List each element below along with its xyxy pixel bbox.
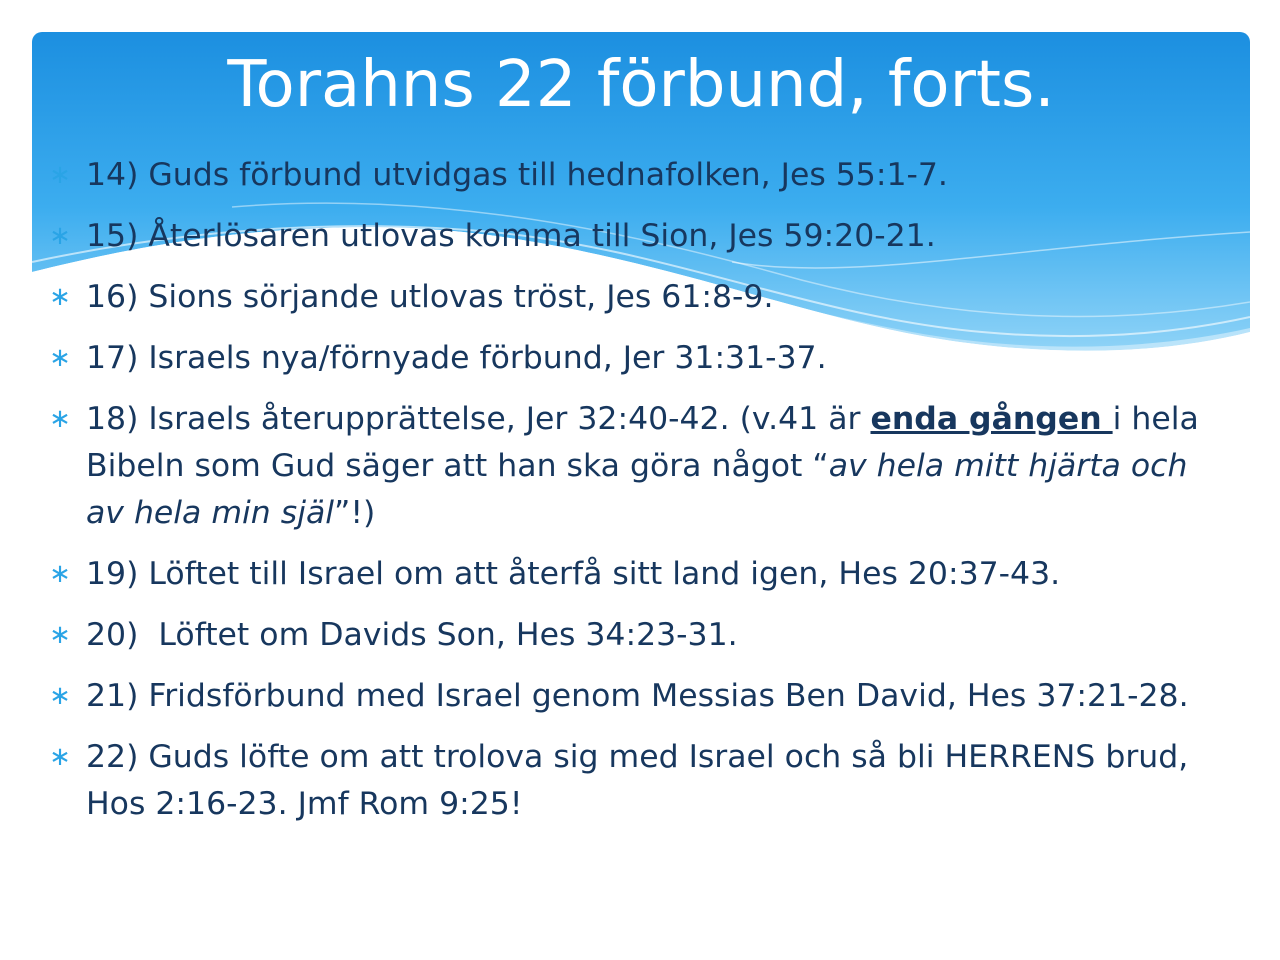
bullet-text: 19) Löftet till Israel om att återfå sitt land igen, Hes 20:37-43. [86,556,1061,592]
bullet-text: 15) Återlösaren utlovas komma till Sion, Jes 59:20-21. [86,218,936,254]
bullet-text: 21) Fridsförbund med Israel genom Messias Ben David, Hes 37:21-28. [86,678,1189,714]
asterisk-bullet-icon: ∗ [49,343,71,373]
bullet-text: 14) Guds förbund utvidgas till hednafolken, Jes 55:1-7. [86,157,948,193]
asterisk-bullet-icon: ∗ [49,160,71,190]
list-item [44,612,1234,659]
list-item [44,673,1234,720]
asterisk-bullet-icon: ∗ [49,559,71,589]
asterisk-bullet-icon: ∗ [49,681,71,711]
emphasis-link[interactable]: enda gången [870,401,1113,437]
bullet-text: 16) Sions sörjande utlovas tröst, Jes 61:8-9. [86,279,774,315]
list-item [44,335,1234,382]
bullet-list [44,152,1234,842]
bullet-text: 22) Guds löfte om att trolova sig med Israel och så bli HERRENS brud, Hos 2:16-23. Jmf Rom 9:25! [86,739,1189,822]
slide-title: Torahns 22 förbund, forts. [227,48,1055,122]
bullet-text: 20) Löftet om Davids Son, Hes 34:23-31. [86,617,738,653]
bullet-text-part: ”!) [334,495,376,531]
quote-text: av hela mitt hjärta och av hela min själ [86,448,1188,531]
asterisk-bullet-icon: ∗ [49,221,71,251]
list-item [44,551,1234,598]
list-item [44,396,1234,537]
bullet-text-part: i hela Bibeln som Gud säger att han ska göra något “ [86,401,1199,484]
bullet-text-part: 18) Israels återupprättelse, Jer 32:40-42. (v.41 är [86,401,871,437]
list-item [44,274,1234,321]
list-item [44,213,1234,260]
bullet-text: 17) Israels nya/förnyade förbund, Jer 31:31-37. [86,340,827,376]
asterisk-bullet-icon: ∗ [49,620,71,650]
asterisk-bullet-icon: ∗ [49,404,71,434]
asterisk-bullet-icon: ∗ [49,282,71,312]
list-item [44,734,1234,828]
asterisk-bullet-icon: ∗ [49,742,71,772]
list-item [44,152,1234,199]
